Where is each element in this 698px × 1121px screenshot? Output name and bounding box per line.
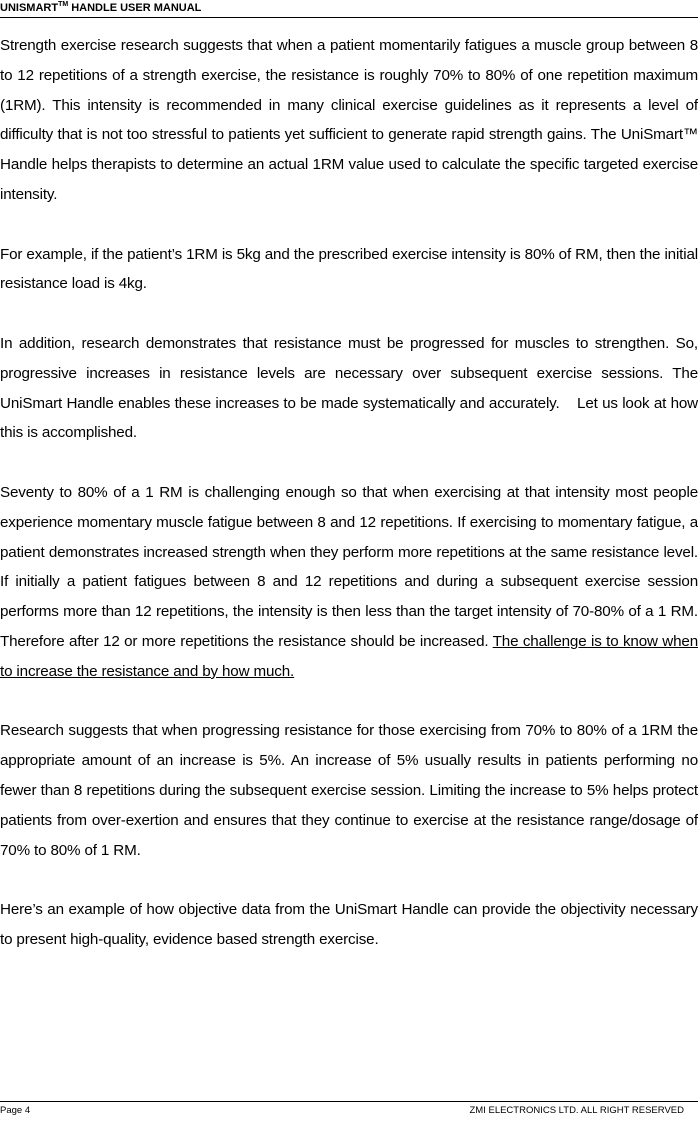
challenge-underlined-text: The challenge is to know when to increase the resistance and by how much. <box>0 632 698 680</box>
page-header <box>0 0 698 18</box>
repetitions-text: Seventy to 80% of a 1 RM is challenging enough so that when exercising at that intensity most people experience momentary muscle fatigue between 8 and 12 repetitions. If exercising to momentary fatigue, a patient demonstrates increased strength when they perform more repetitions at the same resistance level. If initially a patient fatigues between 8 and 12 repetitions and during a subsequent exercise session performs more than 12 repetitions, the intensity is then less than the target intensity of 70-80% of a 1 RM. Therefore after 12 or more repetitions the resistance should be increased. <box>0 483 698 650</box>
paragraph-increase-5-percent: Research suggests that when progressing resistance for those exercising from 70% to 80% of a 1RM the appropriate amount of an increase is 5%. An increase of 5% usually results in patients performing no fewer than 8 repetitions during the subsequent exercise session. Limiting the increase to 5% helps protect patients from over-exertion and ensures that they continue to exercise at the resistance range/dosage of 70% to 80% of 1 RM. <box>0 722 698 859</box>
page-number: Page 4 <box>0 1105 31 1116</box>
paragraph-example-1rm: For example, if the patient’s 1RM is 5kg and the prescribed exercise intensity is 80% of RM, then the initial resistance load is 4kg. <box>0 245 698 293</box>
trademark-superscript: TM <box>58 1 69 8</box>
paragraph-progression: In addition, research demonstrates that resistance must be progressed for muscles to strengthen. So, progressive increases in resistance levels are necessary over subsequent exercise sessions. The UniSmart Handle enables these increases to be made systematically and accurately. Let us look at how this is accomplished. <box>0 334 698 442</box>
paragraph-objective-data: Here’s an example of how objective data from the UniSmart Handle can provide the objectivity necessary to present high-quality, evidence based strength exercise. <box>0 901 698 948</box>
paragraph-repetitions <box>0 478 698 687</box>
manual-body <box>0 31 698 985</box>
copyright-notice: ZMI ELECTRONICS LTD. ALL RIGHT RESERVED <box>469 1105 684 1116</box>
header-title-suffix: HANDLE USER MANUAL <box>68 2 202 14</box>
paragraph-strength-research: Strength exercise research suggests that when a patient momentarily fatigues a muscle group between 8 to 12 repetitions of a strength exercise, the resistance is roughly 70% to 80% of one repetition maximum (1RM). This intensity is recommended in many clinical exercise guidelines as it represents a level of difficulty that is not too stressful to patients yet sufficient to generate rapid strength gains. The UniSmart™ Handle helps therapists to determine an actual 1RM value used to calculate the specific targeted exercise intensity. <box>0 37 698 203</box>
page-footer <box>0 1101 698 1121</box>
header-title-prefix: UNISMART <box>0 2 59 14</box>
